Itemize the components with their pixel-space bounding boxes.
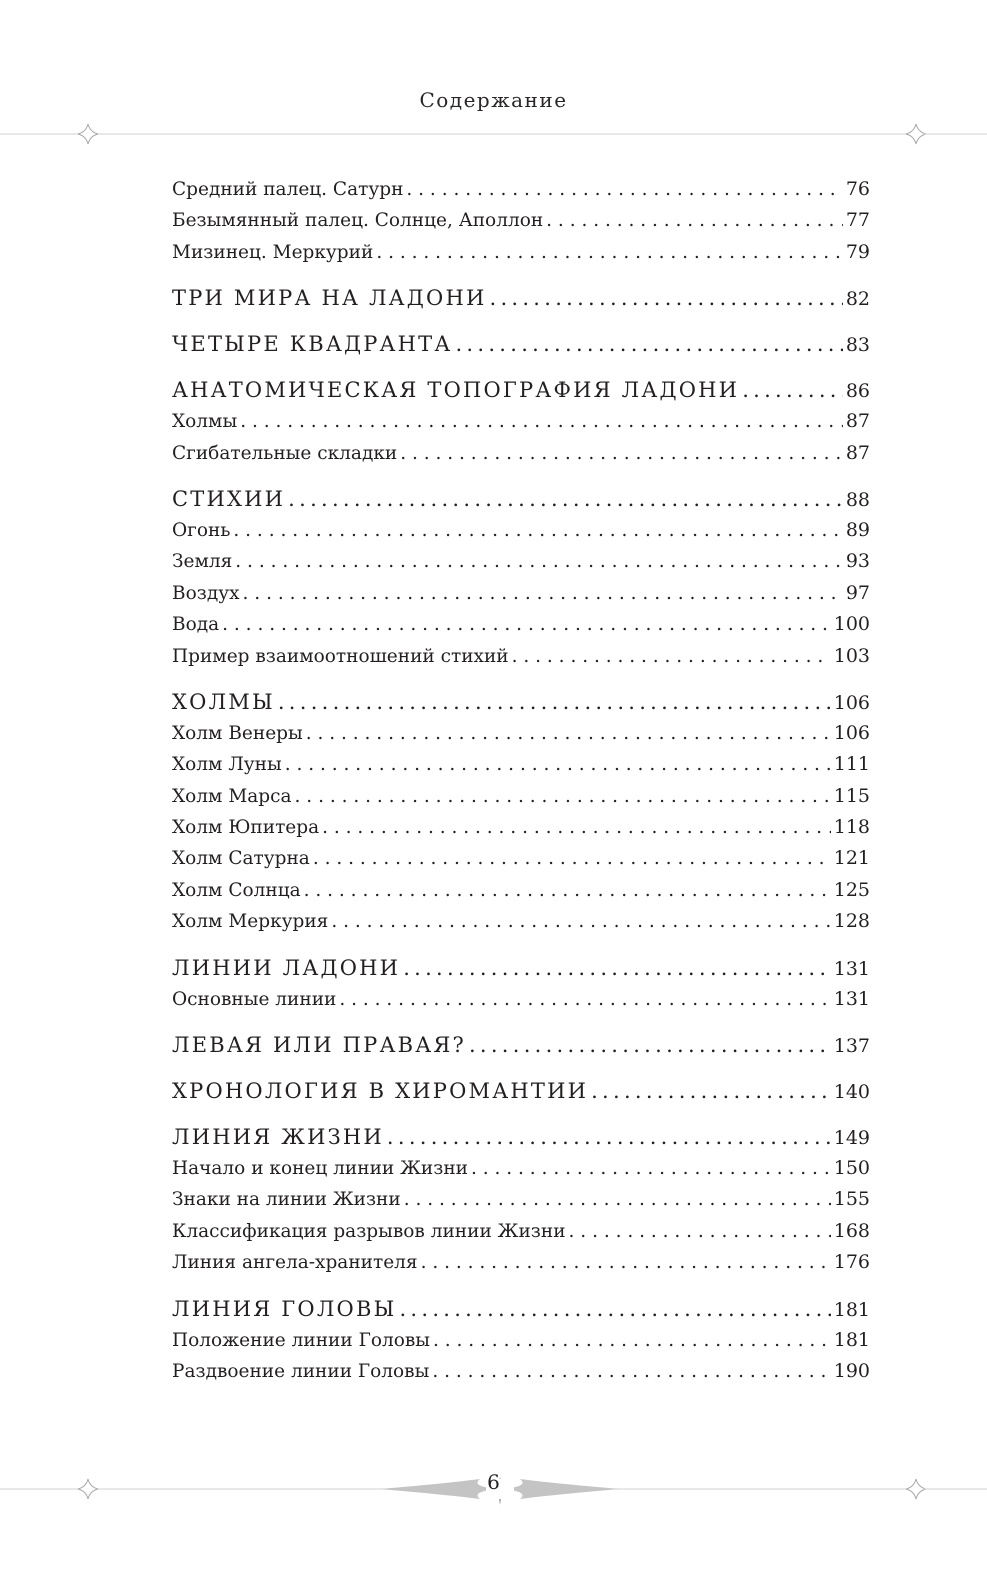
toc-entry-page: 111: [833, 753, 870, 776]
dot-leader: [339, 984, 830, 1015]
toc-entry-title: АНАТОМИЧЕСКАЯ ТОПОГРАФИЯ ЛАДОНИ: [172, 378, 740, 403]
dot-leader: [432, 1356, 830, 1387]
toc-entry-page: 121: [833, 847, 870, 870]
toc-entry-title: ЧЕТЫРЕ КВАДРАНТА: [172, 332, 453, 357]
toc-entry-page: 168: [833, 1219, 870, 1242]
toc-section-entry: [172, 1153, 870, 1184]
toc-entry-title: Раздвоение линии Головы: [172, 1360, 430, 1382]
toc-entry-title: Пример взаимоотношений стихий: [172, 645, 509, 667]
header-ornament-rule: [0, 122, 987, 146]
toc-section-entry: [172, 875, 870, 906]
toc-section-entry: [172, 438, 870, 469]
toc-entry-page: 140: [833, 1081, 870, 1104]
dot-leader: [569, 1216, 831, 1247]
toc-section-entry: [172, 1216, 870, 1247]
toc-chapter-entry: [172, 282, 870, 314]
toc-section-entry: [172, 781, 870, 812]
toc-entry-title: Вода: [172, 614, 220, 636]
toc-entry-page: 176: [833, 1251, 870, 1274]
toc-entry-title: Знаки на линии Жизни: [172, 1189, 401, 1211]
dot-leader: [313, 843, 831, 874]
toc-entry-title: ХОЛМЫ: [172, 689, 275, 714]
toc-section-entry: [172, 812, 870, 843]
dot-leader: [278, 686, 831, 718]
toc-entry-page: 89: [845, 518, 870, 541]
dot-leader: [387, 1121, 831, 1153]
toc-entry-title: ЛИНИЯ ГОЛОВЫ: [172, 1296, 397, 1321]
toc-section-entry: [172, 1247, 870, 1278]
toc-chapter-entry: [172, 1293, 870, 1325]
dot-leader: [240, 406, 843, 437]
toc-entry-title: Начало и конец линии Жизни: [172, 1158, 468, 1180]
toc-entry-page: 131: [833, 987, 870, 1010]
toc-entry-page: 76: [845, 178, 870, 200]
toc-entry-title: Холм Солнца: [172, 879, 301, 901]
toc-entry-page: 77: [845, 209, 870, 232]
dot-leader: [235, 546, 843, 577]
toc-entry-title: Безымянный палец. Солнце, Аполлон: [172, 210, 544, 232]
toc-entry-title: Огонь: [172, 519, 231, 541]
dot-leader: [469, 1029, 831, 1061]
toc-chapter-entry: [172, 1075, 870, 1107]
toc-entry-title: Линия ангела-хранителя: [172, 1252, 418, 1274]
dot-leader: [406, 174, 842, 205]
toc-entry-page: 86: [845, 380, 870, 403]
toc-entry-page: 155: [833, 1188, 870, 1211]
toc-section-entry: [172, 718, 870, 749]
toc-section-entry: [172, 406, 870, 437]
toc-section-entry: [172, 749, 870, 780]
dot-leader: [591, 1075, 831, 1107]
toc-entry-title: Холм Венеры: [172, 722, 303, 744]
toc-entry-page: 125: [833, 878, 870, 901]
left-star-ornament-icon: [78, 124, 98, 144]
dot-leader: [490, 282, 843, 314]
table-of-contents: [172, 174, 870, 1387]
toc-entry-title: Положение линии Головы: [172, 1329, 430, 1351]
toc-entry-title: Холм Меркурия: [172, 911, 329, 933]
toc-entry-title: ЛЕВАЯ ИЛИ ПРАВАЯ?: [172, 1033, 466, 1058]
toc-entry-title: Холм Луны: [172, 754, 282, 776]
right-star-ornament-icon: [906, 124, 926, 144]
toc-entry-title: ЛИНИЯ ЖИЗНИ: [172, 1125, 384, 1150]
dot-leader: [322, 812, 831, 843]
toc-entry-page: 83: [845, 334, 870, 357]
toc-section-entry: [172, 174, 870, 205]
dot-leader: [546, 205, 843, 236]
toc-chapter-entry: [172, 328, 870, 360]
dot-leader: [222, 609, 831, 640]
toc-entry-title: Воздух: [172, 582, 240, 604]
toc-chapter-entry: [172, 686, 870, 718]
toc-entry-page: 149: [833, 1127, 870, 1150]
dot-leader: [404, 1184, 831, 1215]
toc-entry-page: 106: [833, 691, 870, 714]
toc-entry-title: Мизинец. Меркурий: [172, 241, 374, 263]
toc-section-entry: [172, 1356, 870, 1387]
dot-leader: [471, 1153, 831, 1184]
toc-entry-title: Земля: [172, 551, 233, 573]
toc-entry-title: Холмы: [172, 411, 238, 433]
toc-section-entry: [172, 1325, 870, 1356]
dot-leader: [403, 952, 831, 984]
toc-section-entry: [172, 984, 870, 1015]
dot-leader: [455, 328, 842, 360]
toc-entry-title: ЛИНИИ ЛАДОНИ: [172, 955, 401, 980]
toc-section-entry: [172, 906, 870, 937]
toc-entry-page: 82: [845, 288, 870, 311]
dot-leader: [233, 515, 842, 546]
toc-entry-page: 181: [833, 1328, 870, 1351]
toc-chapter-entry: [172, 1029, 870, 1061]
toc-entry-page: 181: [833, 1298, 870, 1321]
dot-leader: [285, 749, 831, 780]
dot-leader: [331, 906, 830, 937]
toc-entry-page: 88: [845, 488, 870, 511]
toc-entry-page: 100: [833, 613, 870, 636]
toc-section-entry: [172, 515, 870, 546]
dot-leader: [288, 483, 843, 515]
toc-entry-title: СТИХИИ: [172, 486, 286, 511]
toc-entry-title: Холм Марса: [172, 785, 292, 807]
toc-entry-page: 137: [833, 1035, 870, 1058]
toc-entry-page: 128: [833, 910, 870, 933]
dot-leader: [304, 875, 831, 906]
toc-entry-page: 87: [845, 441, 870, 464]
toc-section-entry: [172, 641, 870, 672]
page-number: 6: [487, 1470, 500, 1494]
dot-leader: [433, 1325, 831, 1356]
toc-entry-title: ХРОНОЛОГИЯ В ХИРОМАНТИИ: [172, 1079, 589, 1104]
toc-entry-page: 150: [833, 1157, 870, 1180]
toc-entry-title: Холм Сатурна: [172, 848, 310, 870]
toc-entry-page: 131: [833, 957, 870, 980]
toc-section-entry: [172, 609, 870, 640]
toc-entry-title: Холм Юпитера: [172, 817, 320, 839]
toc-entry-title: Классификация разрывов линии Жизни: [172, 1220, 566, 1242]
toc-chapter-entry: [172, 952, 870, 984]
dot-leader: [295, 781, 831, 812]
toc-section-entry: [172, 843, 870, 874]
dot-leader: [742, 374, 843, 406]
dot-leader: [512, 641, 831, 672]
toc-chapter-entry: [172, 374, 870, 406]
toc-entry-page: 190: [833, 1359, 870, 1382]
toc-section-entry: [172, 546, 870, 577]
toc-entry-page: 118: [833, 816, 870, 839]
toc-entry-page: 97: [845, 581, 870, 604]
toc-section-entry: [172, 237, 870, 268]
dot-leader: [399, 1293, 830, 1325]
dot-leader: [400, 438, 843, 469]
toc-section-entry: [172, 578, 870, 609]
toc-entry-title: ТРИ МИРА НА ЛАДОНИ: [172, 286, 487, 311]
toc-entry-title: Основные линии: [172, 988, 337, 1010]
dot-leader: [243, 578, 843, 609]
toc-entry-page: 87: [845, 410, 870, 433]
toc-entry-page: 115: [833, 784, 870, 807]
toc-entry-title: Сгибательные складки: [172, 442, 398, 464]
toc-entry-page: 103: [833, 644, 870, 667]
dot-leader: [376, 237, 842, 268]
dot-leader: [421, 1247, 831, 1278]
toc-entry-page: 106: [833, 721, 870, 744]
toc-entry-page: 93: [845, 550, 870, 573]
toc-section-entry: [172, 1184, 870, 1215]
toc-chapter-entry: [172, 1121, 870, 1153]
dot-leader: [306, 718, 831, 749]
running-title: Содержание: [419, 88, 568, 112]
toc-chapter-entry: [172, 483, 870, 515]
toc-entry-title: Средний палец. Сатурн: [172, 179, 404, 200]
toc-entry-page: 79: [845, 240, 870, 263]
toc-section-entry: [172, 205, 870, 236]
